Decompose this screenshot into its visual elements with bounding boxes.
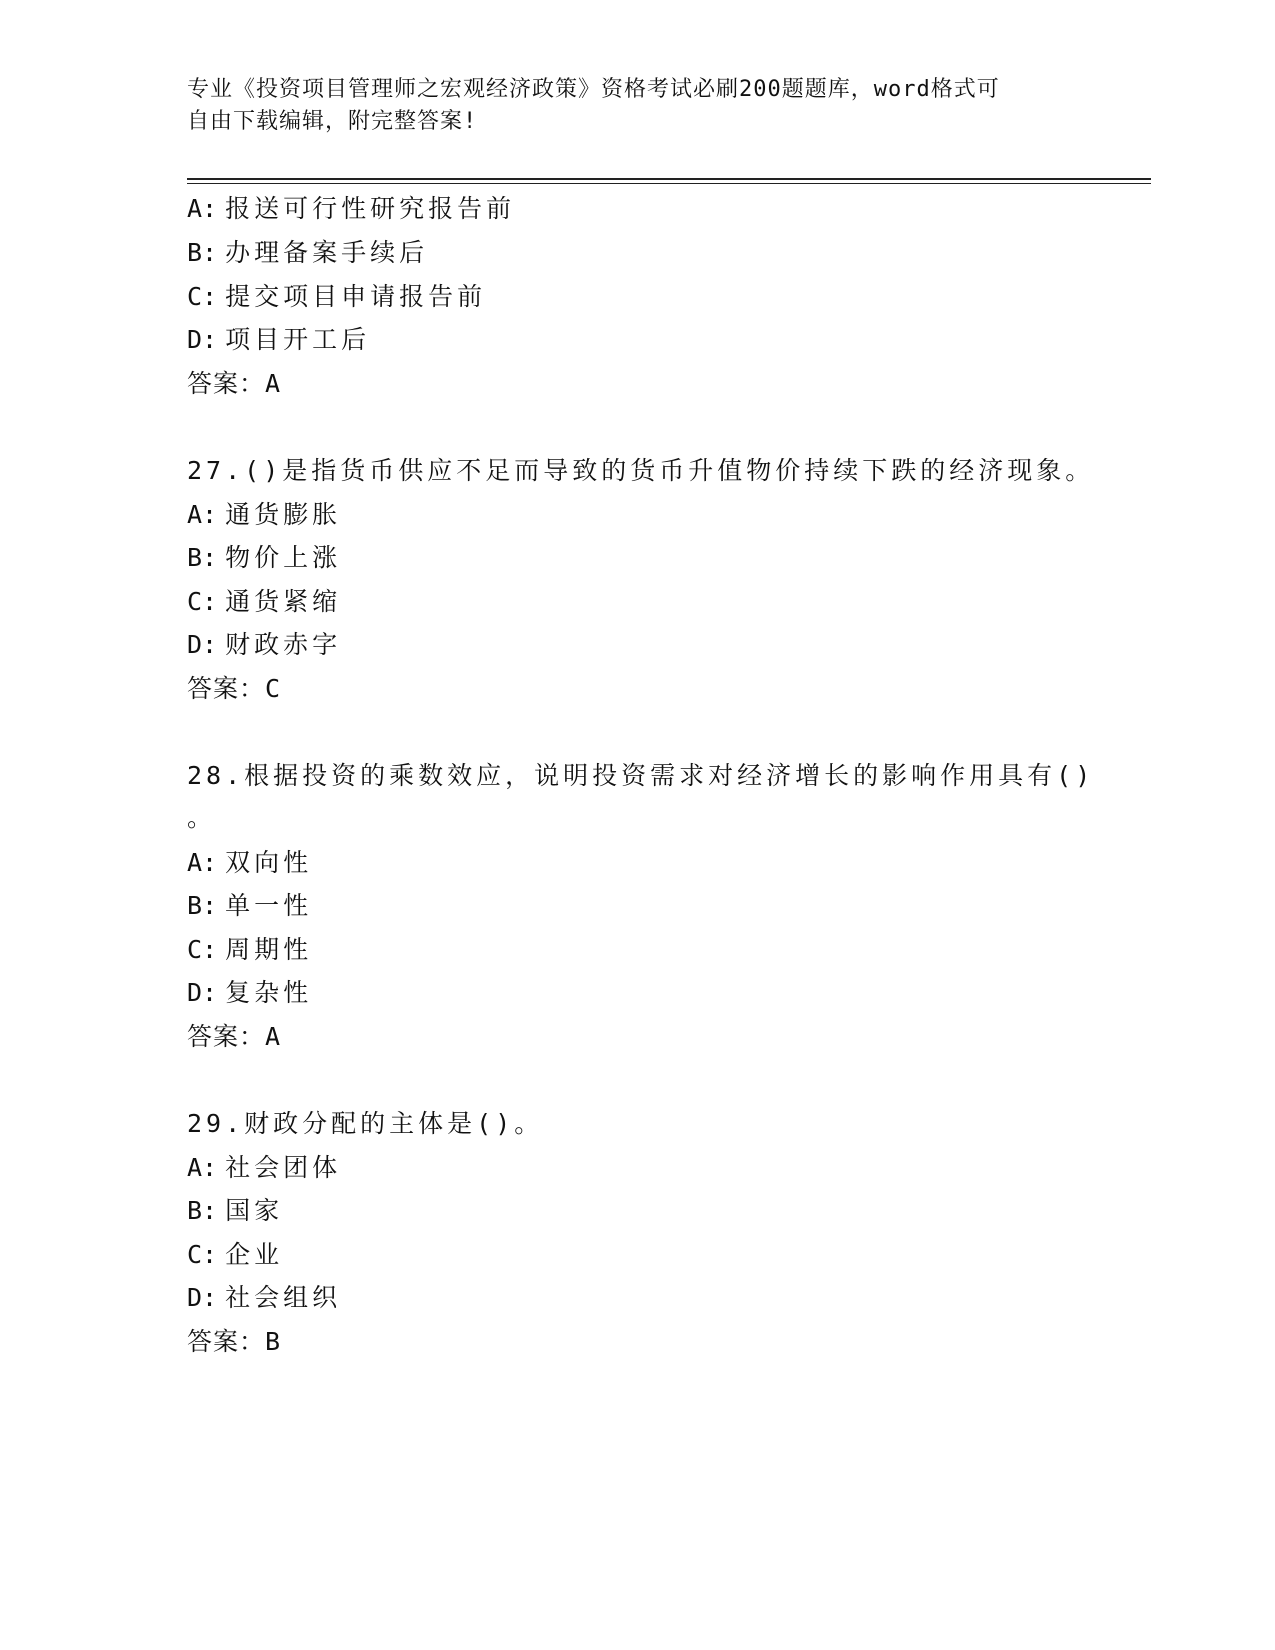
q27-option-a: A: 通货膨胀 — [187, 500, 342, 529]
header-divider-thick — [187, 178, 1151, 180]
header-divider-thin — [187, 183, 1151, 184]
q26-option-c: C: 提交项目申请报告前 — [187, 282, 487, 311]
q27-option-d: D: 财政赤字 — [187, 630, 342, 659]
q29-option-d: D: 社会组织 — [187, 1283, 342, 1312]
q28-option-b: B: 单一性 — [187, 891, 313, 920]
q28-question: 28.根据投资的乘数效应，说明投资需求对经济增长的影响作用具有() — [187, 761, 1095, 790]
page-header — [187, 74, 1067, 138]
q28-question-wrap: 。 — [187, 803, 217, 832]
q28-option-a: A: 双向性 — [187, 848, 313, 877]
q27-question: 27.()是指货币供应不足而导致的货币升值物价持续下跌的经济现象。 — [187, 456, 1095, 485]
q29-question: 29.财政分配的主体是()。 — [187, 1109, 544, 1138]
q28-answer: 答案：A — [187, 1022, 282, 1051]
q27-answer: 答案：C — [187, 674, 282, 703]
q27-option-c: C: 通货紧缩 — [187, 587, 342, 616]
q29-option-c: C: 企业 — [187, 1240, 284, 1269]
q28-option-c: C: 周期性 — [187, 935, 313, 964]
q29-option-a: A: 社会团体 — [187, 1153, 342, 1182]
q27-option-b: B: 物价上涨 — [187, 543, 342, 572]
header-line-1: 专业《投资项目管理师之宏观经济政策》资格考试必刷200题题库，word格式可 — [187, 77, 1000, 102]
q26-option-d: D: 项目开工后 — [187, 325, 371, 354]
q29-option-b: B: 国家 — [187, 1196, 284, 1225]
header-line-2: 自由下载编辑，附完整答案! — [187, 109, 478, 134]
q26-answer: 答案：A — [187, 369, 282, 398]
q28-option-d: D: 复杂性 — [187, 978, 313, 1007]
q26-option-b: B: 办理备案手续后 — [187, 238, 429, 267]
q26-option-a: A: 报送可行性研究报告前 — [187, 194, 516, 223]
q29-answer: 答案：B — [187, 1327, 282, 1356]
